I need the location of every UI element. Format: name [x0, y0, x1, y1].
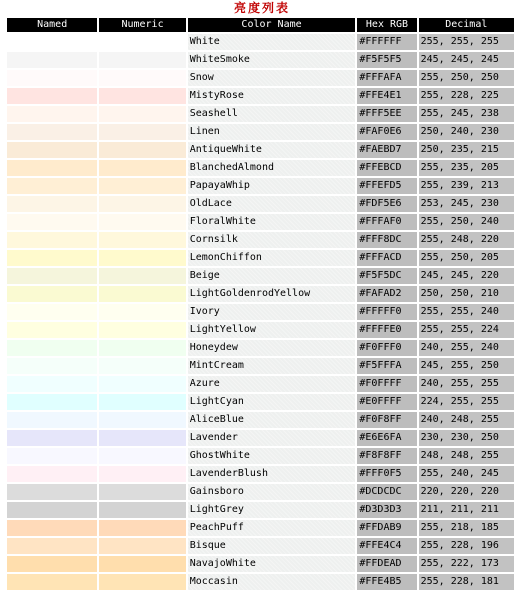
named-color-swatch: [7, 556, 97, 572]
named-color-swatch: [7, 322, 97, 338]
hex-rgb-cell: #F5FFFA: [357, 358, 416, 374]
hex-rgb-cell: #FFDEAD: [357, 556, 416, 572]
table-row: [7, 88, 514, 104]
decimal-cell: 250, 235, 215: [419, 142, 514, 158]
table-row: [7, 106, 514, 122]
table-row: [7, 214, 514, 230]
color-name-cell: Beige: [188, 268, 356, 284]
table-row: [7, 160, 514, 176]
named-color-swatch: [7, 160, 97, 176]
hex-rgb-cell: #D3D3D3: [357, 502, 416, 518]
hex-rgb-cell: #F5F5DC: [357, 268, 416, 284]
color-name-cell: Snow: [188, 70, 356, 86]
decimal-cell: 224, 255, 255: [419, 394, 514, 410]
hex-rgb-cell: #FFFAF0: [357, 214, 416, 230]
hex-rgb-cell: #E0FFFF: [357, 394, 416, 410]
hex-rgb-cell: #FDF5E6: [357, 196, 416, 212]
table-row: [7, 448, 514, 464]
numeric-color-swatch: [99, 160, 185, 176]
hex-rgb-cell: #FFF0F5: [357, 466, 416, 482]
color-name-cell: LavenderBlush: [188, 466, 356, 482]
table-row: [7, 502, 514, 518]
numeric-color-swatch: [99, 340, 185, 356]
hex-rgb-cell: #FFFFFF: [357, 34, 416, 50]
named-color-swatch: [7, 520, 97, 536]
hex-rgb-cell: #F0FFF0: [357, 340, 416, 356]
numeric-color-swatch: [99, 412, 185, 428]
color-name-cell: Bisque: [188, 538, 356, 554]
decimal-cell: 255, 228, 196: [419, 538, 514, 554]
hex-rgb-cell: #FFDAB9: [357, 520, 416, 536]
color-name-cell: Azure: [188, 376, 356, 392]
numeric-color-swatch: [99, 52, 185, 68]
table-row: [7, 34, 514, 50]
numeric-color-swatch: [99, 178, 185, 194]
decimal-cell: 250, 240, 230: [419, 124, 514, 140]
decimal-cell: 255, 250, 240: [419, 214, 514, 230]
named-color-swatch: [7, 376, 97, 392]
numeric-color-swatch: [99, 268, 185, 284]
hex-rgb-cell: #F5F5F5: [357, 52, 416, 68]
header-color-name: Color Name: [188, 18, 356, 32]
named-color-swatch: [7, 124, 97, 140]
hex-rgb-cell: #FAFAD2: [357, 286, 416, 302]
color-name-cell: NavajoWhite: [188, 556, 356, 572]
named-color-swatch: [7, 196, 97, 212]
named-color-swatch: [7, 52, 97, 68]
numeric-color-swatch: [99, 70, 185, 86]
decimal-cell: 255, 218, 185: [419, 520, 514, 536]
table-row: [7, 430, 514, 446]
numeric-color-swatch: [99, 466, 185, 482]
color-name-cell: MistyRose: [188, 88, 356, 104]
color-name-cell: Moccasin: [188, 574, 356, 590]
color-name-cell: White: [188, 34, 356, 50]
named-color-swatch: [7, 268, 97, 284]
table-row: [7, 556, 514, 572]
named-color-swatch: [7, 250, 97, 266]
decimal-cell: 220, 220, 220: [419, 484, 514, 500]
named-color-swatch: [7, 340, 97, 356]
decimal-cell: 255, 228, 225: [419, 88, 514, 104]
numeric-color-swatch: [99, 286, 185, 302]
numeric-color-swatch: [99, 214, 185, 230]
hex-rgb-cell: #DCDCDC: [357, 484, 416, 500]
named-color-swatch: [7, 394, 97, 410]
table-row: [7, 232, 514, 248]
decimal-cell: 250, 250, 210: [419, 286, 514, 302]
named-color-swatch: [7, 358, 97, 374]
numeric-color-swatch: [99, 574, 185, 590]
named-color-swatch: [7, 466, 97, 482]
numeric-color-swatch: [99, 520, 185, 536]
header-named: Named: [7, 18, 97, 32]
numeric-color-swatch: [99, 88, 185, 104]
hex-rgb-cell: #FFEFD5: [357, 178, 416, 194]
named-color-swatch: [7, 286, 97, 302]
named-color-swatch: [7, 106, 97, 122]
decimal-cell: 248, 248, 255: [419, 448, 514, 464]
numeric-color-swatch: [99, 196, 185, 212]
numeric-color-swatch: [99, 34, 185, 50]
color-name-cell: OldLace: [188, 196, 356, 212]
header-hex-rgb: Hex RGB: [357, 18, 416, 32]
decimal-cell: 245, 245, 220: [419, 268, 514, 284]
table-row: [7, 286, 514, 302]
hex-rgb-cell: #FFEBCD: [357, 160, 416, 176]
hex-rgb-cell: #FFFACD: [357, 250, 416, 266]
table-row: [7, 178, 514, 194]
hex-rgb-cell: #FFFFF0: [357, 304, 416, 320]
named-color-swatch: [7, 214, 97, 230]
named-color-swatch: [7, 178, 97, 194]
table-row: [7, 394, 514, 410]
numeric-color-swatch: [99, 124, 185, 140]
named-color-swatch: [7, 430, 97, 446]
named-color-swatch: [7, 538, 97, 554]
color-name-cell: Honeydew: [188, 340, 356, 356]
table-row: [7, 574, 514, 590]
decimal-cell: 253, 245, 230: [419, 196, 514, 212]
numeric-color-swatch: [99, 502, 185, 518]
hex-rgb-cell: #FFFAFA: [357, 70, 416, 86]
numeric-color-swatch: [99, 484, 185, 500]
hex-rgb-cell: #FFE4C4: [357, 538, 416, 554]
decimal-cell: 255, 235, 205: [419, 160, 514, 176]
table-row: [7, 322, 514, 338]
page-title: 亮度列表: [233, 1, 290, 15]
decimal-cell: 240, 248, 255: [419, 412, 514, 428]
decimal-cell: 255, 240, 245: [419, 466, 514, 482]
decimal-cell: 255, 222, 173: [419, 556, 514, 572]
decimal-cell: 230, 230, 250: [419, 430, 514, 446]
numeric-color-swatch: [99, 538, 185, 554]
numeric-color-swatch: [99, 250, 185, 266]
named-color-swatch: [7, 448, 97, 464]
color-name-cell: Ivory: [188, 304, 356, 320]
table-row: [7, 358, 514, 374]
named-color-swatch: [7, 412, 97, 428]
table-row: [7, 466, 514, 482]
numeric-color-swatch: [99, 376, 185, 392]
color-name-cell: GhostWhite: [188, 448, 356, 464]
color-rows: [7, 34, 514, 590]
hex-rgb-cell: #FFE4E1: [357, 88, 416, 104]
table-row: [7, 412, 514, 428]
numeric-color-swatch: [99, 322, 185, 338]
numeric-color-swatch: [99, 556, 185, 572]
hex-rgb-cell: #FFF8DC: [357, 232, 416, 248]
color-name-cell: AliceBlue: [188, 412, 356, 428]
decimal-cell: 255, 239, 213: [419, 178, 514, 194]
color-name-cell: PapayaWhip: [188, 178, 356, 194]
named-color-swatch: [7, 34, 97, 50]
table-header-row: [7, 18, 514, 32]
table-row: [7, 52, 514, 68]
named-color-swatch: [7, 304, 97, 320]
color-name-cell: Gainsboro: [188, 484, 356, 500]
hex-rgb-cell: #FAEBD7: [357, 142, 416, 158]
color-name-cell: Cornsilk: [188, 232, 356, 248]
named-color-swatch: [7, 574, 97, 590]
table-row: [7, 124, 514, 140]
numeric-color-swatch: [99, 232, 185, 248]
table-row: [7, 268, 514, 284]
named-color-swatch: [7, 502, 97, 518]
decimal-cell: 255, 255, 255: [419, 34, 514, 50]
named-color-swatch: [7, 232, 97, 248]
color-name-cell: FloralWhite: [188, 214, 356, 230]
decimal-cell: 245, 245, 245: [419, 52, 514, 68]
numeric-color-swatch: [99, 106, 185, 122]
color-table: [5, 16, 516, 592]
hex-rgb-cell: #F0FFFF: [357, 376, 416, 392]
color-name-cell: Linen: [188, 124, 356, 140]
numeric-color-swatch: [99, 358, 185, 374]
hex-rgb-cell: #FFE4B5: [357, 574, 416, 590]
numeric-color-swatch: [99, 394, 185, 410]
numeric-color-swatch: [99, 430, 185, 446]
color-name-cell: Lavender: [188, 430, 356, 446]
header-decimal: Decimal: [419, 18, 514, 32]
hex-rgb-cell: #FFF5EE: [357, 106, 416, 122]
decimal-cell: 255, 250, 205: [419, 250, 514, 266]
table-row: [7, 196, 514, 212]
decimal-cell: 255, 248, 220: [419, 232, 514, 248]
named-color-swatch: [7, 142, 97, 158]
decimal-cell: 211, 211, 211: [419, 502, 514, 518]
table-row: [7, 250, 514, 266]
color-name-cell: LightCyan: [188, 394, 356, 410]
hex-rgb-cell: #FFFFE0: [357, 322, 416, 338]
color-name-cell: LightYellow: [188, 322, 356, 338]
table-row: [7, 142, 514, 158]
color-name-cell: Seashell: [188, 106, 356, 122]
decimal-cell: 255, 255, 224: [419, 322, 514, 338]
decimal-cell: 240, 255, 240: [419, 340, 514, 356]
color-name-cell: LemonChiffon: [188, 250, 356, 266]
numeric-color-swatch: [99, 142, 185, 158]
numeric-color-swatch: [99, 448, 185, 464]
named-color-swatch: [7, 70, 97, 86]
table-row: [7, 304, 514, 320]
color-name-cell: WhiteSmoke: [188, 52, 356, 68]
table-row: [7, 340, 514, 356]
decimal-cell: 240, 255, 255: [419, 376, 514, 392]
decimal-cell: 255, 245, 238: [419, 106, 514, 122]
color-name-cell: MintCream: [188, 358, 356, 374]
color-name-cell: AntiqueWhite: [188, 142, 356, 158]
table-row: [7, 538, 514, 554]
decimal-cell: 255, 255, 240: [419, 304, 514, 320]
hex-rgb-cell: #E6E6FA: [357, 430, 416, 446]
color-name-cell: LightGoldenrodYellow: [188, 286, 356, 302]
header-numeric: Numeric: [99, 18, 185, 32]
numeric-color-swatch: [99, 304, 185, 320]
table-row: [7, 484, 514, 500]
hex-rgb-cell: #FAF0E6: [357, 124, 416, 140]
decimal-cell: 255, 228, 181: [419, 574, 514, 590]
named-color-swatch: [7, 484, 97, 500]
hex-rgb-cell: #F0F8FF: [357, 412, 416, 428]
color-name-cell: BlanchedAlmond: [188, 160, 356, 176]
decimal-cell: 245, 255, 250: [419, 358, 514, 374]
table-row: [7, 70, 514, 86]
named-color-swatch: [7, 88, 97, 104]
table-row: [7, 520, 514, 536]
decimal-cell: 255, 250, 250: [419, 70, 514, 86]
color-name-cell: LightGrey: [188, 502, 356, 518]
table-row: [7, 376, 514, 392]
hex-rgb-cell: #F8F8FF: [357, 448, 416, 464]
color-name-cell: PeachPuff: [188, 520, 356, 536]
